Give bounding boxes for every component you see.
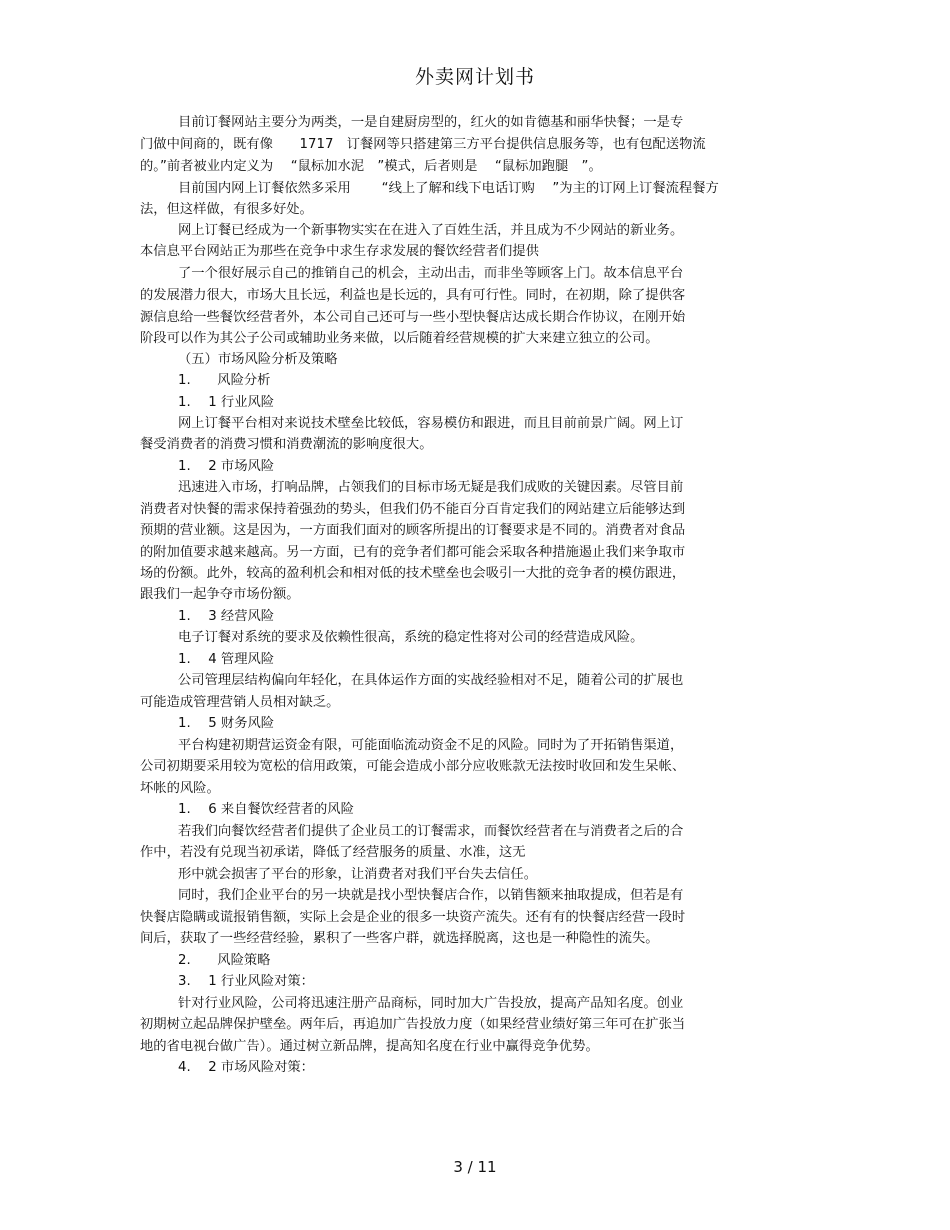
paragraph-line: 阶段可以作为其公子公司或辅助业务来做，以后随着经营规模的扩大来建立独立的公司。 — [140, 331, 659, 346]
subsection-heading: 3. 1 行业风险对策： — [178, 974, 314, 989]
paragraph-line: 场的份额。此外，较高的盈利机会和相对低的技术壁垒也会吸引一大批的竞争者的模仿跟进， — [140, 566, 686, 581]
paragraph-line: 若我们向餐饮经营者们提供了企业员工的订餐需求，而餐饮经营者在与消费者之后的合 — [178, 824, 684, 839]
subsection-heading: 4. 2 市场风险对策： — [178, 1060, 314, 1075]
paragraph-line: 同时，我们企业平台的另一块就是找小型快餐店合作，以销售额来抽取提成，但若是有 — [178, 888, 684, 903]
paragraph-line: 了一个很好展示自己的推销自己的机会，主动出击，而非坐等顾客上门。故本信息平台 — [178, 266, 684, 281]
paragraph-line: 的发展潜力很大，市场大且长远，利益也是长远的，具有可行性。同时，在初期，除了提供客 — [140, 288, 686, 303]
paragraph-line: 门做中间商的，既有像 1717 订餐网等只搭建第三方平台提供信息服务等，也有包配送物流 — [140, 137, 706, 152]
paragraph-line: 法，但这样做，有很多好处。 — [140, 202, 313, 217]
paragraph-line: 初期树立起品牌保护壁垒。两年后，再追加广告投放力度（如果经营业绩好第三年可在扩张当 — [140, 1017, 686, 1032]
paragraph-line: 针对行业风险，公司将迅速注册产品商标，同时加大广告投放，提高产品知名度。创业 — [178, 996, 684, 1011]
subsection-heading: 1. 2 市场风险 — [178, 459, 275, 474]
paragraph-line: 作中，若没有兑现当初承诺，降低了经营服务的质量、水准，这无 — [140, 845, 526, 860]
paragraph-line: 电子订餐对系统的要求及依赖性很高，系统的稳定性将对公司的经营造成风险。 — [178, 630, 644, 645]
subsection-heading: 2. 风险策略 — [178, 953, 271, 968]
paragraph-line: 的。”前者被业内定义为 “鼠标加水泥 ”模式，后者则是 “鼠标加跑腿 ”。 — [140, 159, 602, 174]
paragraph-line: 迅速进入市场，打响品牌，占领我们的目标市场无疑是我们成败的关键因素。尽管目前 — [178, 480, 684, 495]
paragraph-line: 网上订餐已经成为一个新事物实实在在进入了百姓生活，并且成为不少网站的新业务。 — [178, 223, 684, 238]
subsection-heading: 1. 6 来自餐饮经营者的风险 — [178, 802, 354, 817]
paragraph-line: 本信息平台网站正为那些在竞争中求生存求发展的餐饮经营者们提供 — [140, 244, 539, 259]
paragraph-line: 公司初期要采用较为宽松的信用政策，可能会造成小部分应收账款无法按时收回和发生呆帐、 — [140, 759, 686, 774]
paragraph-line: 平台构建初期营运资金有限，可能面临流动资金不足的风险。同时为了开拓销售渠道， — [178, 738, 684, 753]
paragraph-line: 的附加值要求越来越高。另一方面，已有的竞争者们都可能会采取各种措施遏止我们来争取市 — [140, 545, 686, 560]
paragraph-line: 可能造成管理营销人员相对缺乏。 — [140, 695, 340, 710]
paragraph-line: 间后，获取了一些经营经验，累积了一些客户群，就选择脱离，这也是一种隐性的流失。 — [140, 931, 659, 946]
paragraph-line: 餐受消费者的消费习惯和消费潮流的影响度很大。 — [140, 437, 433, 452]
paragraph-line: 预期的营业额。这是因为，一方面我们面对的顾客所提出的订餐要求是不同的。消费者对食品 — [140, 523, 686, 538]
subsection-heading: 1. 5 财务风险 — [178, 716, 275, 731]
page-number: 3 / 11 — [453, 1158, 497, 1176]
subsection-heading: 1. 4 管理风险 — [178, 652, 275, 667]
paragraph-line: 形中就会损害了平台的形象，让消费者对我们平台失去信任。 — [178, 867, 538, 882]
paragraph-line: 公司管理层结构偏向年轻化，在具体运作方面的实战经验相对不足，随着公司的扩展也 — [178, 673, 684, 688]
subsection-heading: 1. 1 行业风险 — [178, 395, 275, 410]
paragraph-line: 目前订餐网站主要分为两类，一是自建厨房型的，红火的如肯德基和丽华快餐；一是专 — [178, 115, 684, 130]
subsection-heading: 1. 风险分析 — [178, 373, 271, 388]
paragraph-line: 消费者对快餐的需求保持着强劲的势头，但我们仍不能百分百肯定我们的网站建立后能够达到 — [140, 502, 686, 517]
paragraph-line: 跟我们一起争夺市场份额。 — [140, 587, 300, 602]
paragraph-line: 网上订餐平台相对来说技术壁垒比较低，容易模仿和跟进，而且目前前景广阔。网上订 — [178, 416, 684, 431]
paragraph-line: 源信息给一些餐饮经营者外，本公司自己还可与一些小型快餐店达成长期合作协议，在刚开始 — [140, 310, 686, 325]
paragraph-line: 快餐店隐瞒或谎报销售额，实际上会是企业的很多一块资产流失。还有有的快餐店经营一段时 — [140, 910, 686, 925]
section-heading: （五）市场风险分析及策略 — [178, 352, 338, 367]
document-title: 外卖网计划书 — [414, 66, 535, 88]
subsection-heading: 1. 3 经营风险 — [178, 609, 275, 624]
paragraph-line: 坏帐的风险。 — [140, 781, 220, 796]
paragraph-line: 目前国内网上订餐依然多采用 “线上了解和线下电话订购 ”为主的订网上订餐流程餐方 — [178, 181, 719, 196]
paragraph-line: 地的省电视台做广告）。通过树立新品牌，提高知名度在行业中赢得竞争优势。 — [140, 1039, 599, 1054]
